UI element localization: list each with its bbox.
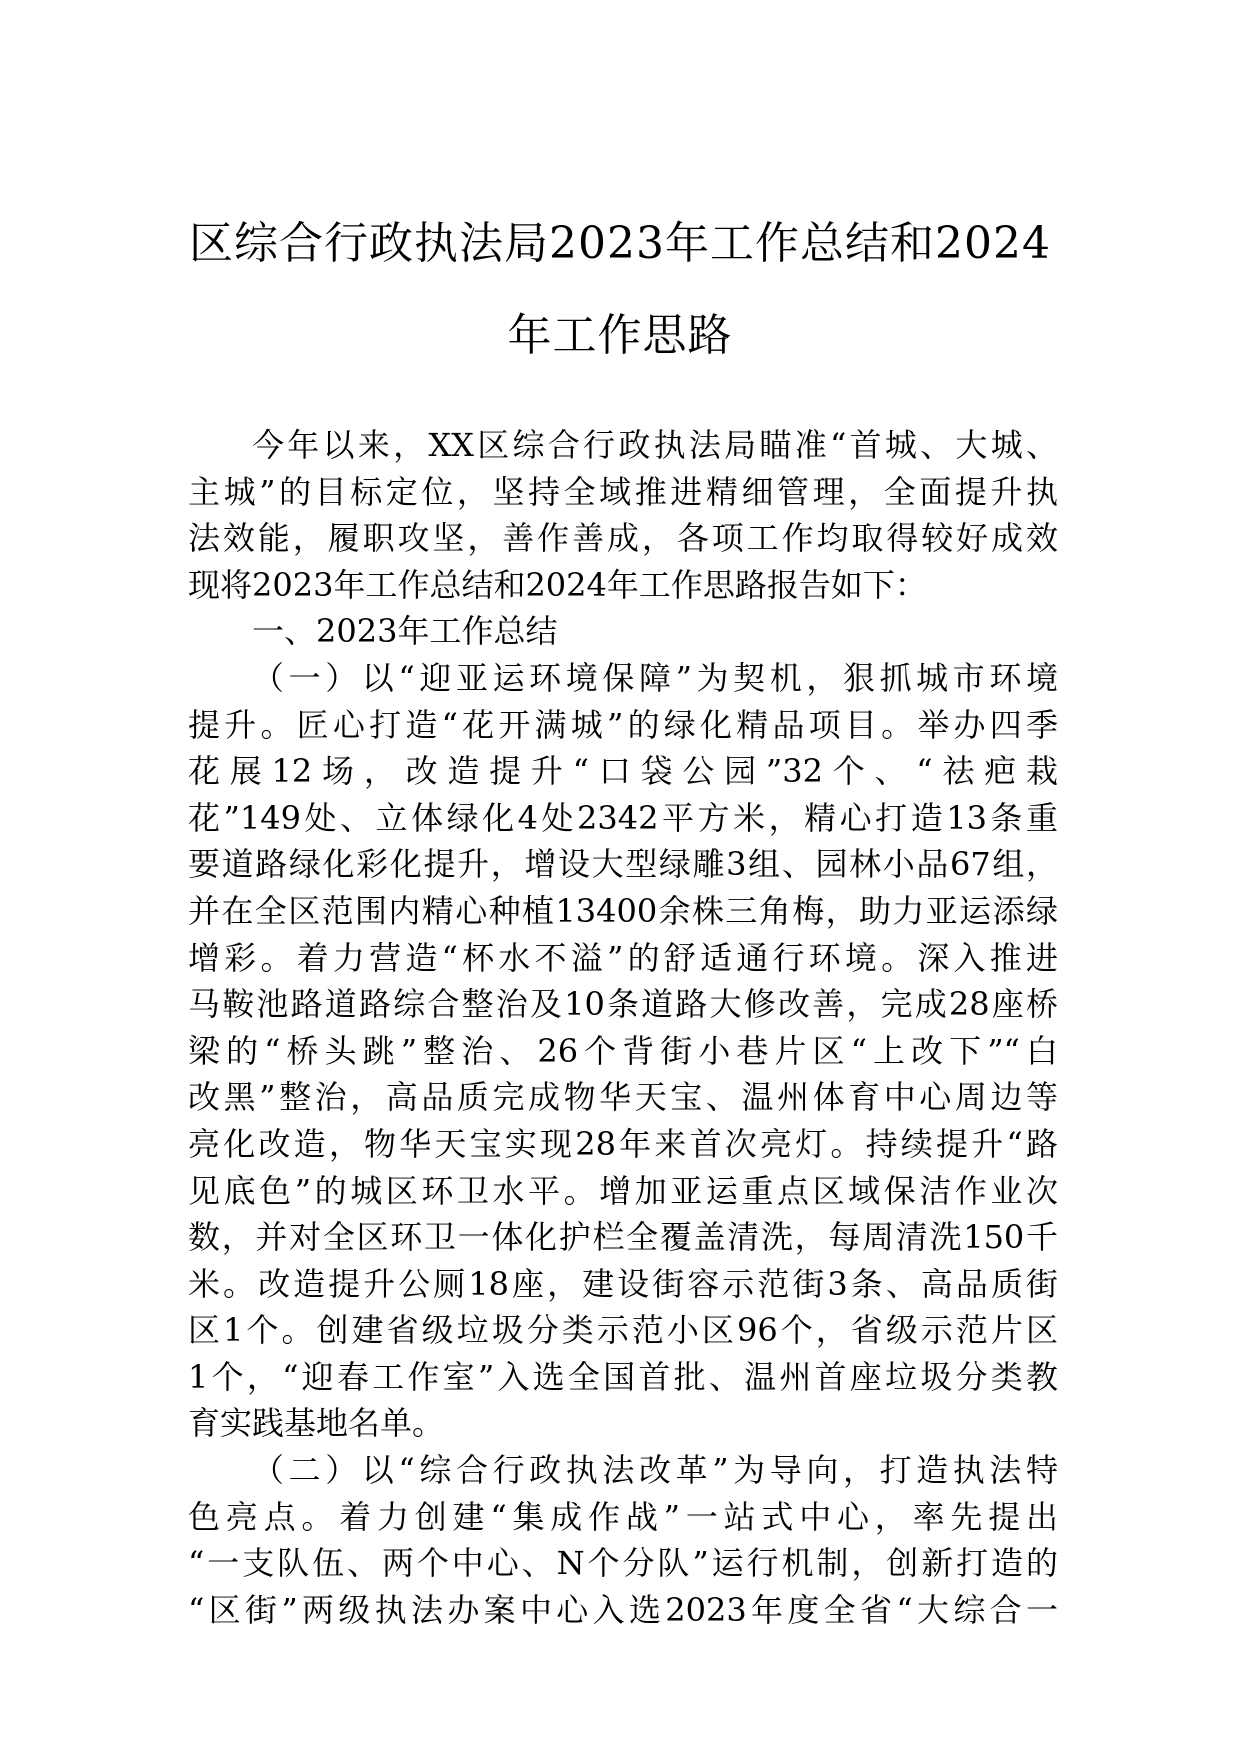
paragraph-line: 改黑”整治，高品质完成物华天宝、温州体育中心周边等 — [188, 1078, 1058, 1117]
paragraph-line: 1个，“迎春工作室”入选全国首批、温州首座垃圾分类教 — [188, 1357, 1058, 1396]
paragraph-line: 增彩。着力营造“杯水不溢”的舒适通行环境。深入推进 — [188, 938, 1058, 977]
paragraph-line: 花”149处、立体绿化4处2342平方米，精心打造13条重 — [188, 798, 1058, 837]
paragraph-line: 花展12场，改造提升“口袋公园”32个、“祛疤栽 — [188, 752, 1058, 791]
paragraph-line: “区街”两级执法办案中心入选2023年度全省“大综合一 — [188, 1590, 1058, 1629]
paragraph-line: 亮化改造，物华天宝实现28年来首次亮灯。持续提升“路 — [188, 1124, 1058, 1163]
section-heading: 一、2023年工作总结 — [252, 612, 558, 651]
paragraph-line: 数，并对全区环卫一体化护栏全覆盖清洗，每周清洗150千 — [188, 1218, 1058, 1257]
paragraph-line: （一）以“迎亚运环境保障”为契机，狠抓城市环境 — [252, 658, 1058, 697]
paragraph-line: 并在全区范围内精心种植13400余株三角梅，助力亚运添绿 — [188, 891, 1058, 930]
paragraph-line: （二）以“综合行政执法改革”为导向，打造执法特 — [252, 1451, 1058, 1490]
paragraph-line: 主城”的目标定位，坚持全域推进精细管理，全面提升执 — [188, 472, 1058, 511]
document-body — [188, 422, 1058, 1633]
paragraph-line: 要道路绿化彩化提升，增设大型绿雕3组、园林小品67组， — [188, 845, 1058, 884]
paragraph-line: 米。改造提升公厕18座，建设街容示范街3条、高品质街 — [188, 1264, 1058, 1303]
paragraph-line: 今年以来，XX区综合行政执法局瞄准“首城、大城、 — [252, 426, 1058, 464]
paragraph-line: “一支队伍、两个中心、N个分队”运行机制，创新打造的 — [188, 1544, 1058, 1583]
paragraph-line: 现将2023年工作总结和2024年工作思路报告如下： — [188, 565, 927, 604]
paragraph-line: 马鞍池路道路综合整治及10条道路大修改善，完成28座桥 — [188, 985, 1058, 1024]
paragraph-line: 见底色”的城区环卫水平。增加亚运重点区域保洁作业次 — [188, 1171, 1058, 1210]
paragraph-line: 色亮点。着力创建“集成作战”一站式中心，率先提出 — [188, 1497, 1058, 1536]
paragraph-line: 提升。匠心打造“花开满城”的绿化精品项目。举办四季 — [188, 705, 1058, 744]
paragraph-line: 梁的“桥头跳”整治、26个背街小巷片区“上改下”“白 — [188, 1031, 1058, 1070]
paragraph-line: 区1个。创建省级垃圾分类示范小区96个，省级示范片区 — [188, 1311, 1058, 1350]
paragraph-line: 法效能，履职攻坚，善作善成，各项工作均取得较好成效 — [188, 519, 1058, 558]
document-title-line-1: 区综合行政执法局2023年工作总结和2024 — [189, 218, 1051, 269]
document-title-line-2: 年工作思路 — [507, 310, 733, 361]
paragraph-line: 育实践基地名单。 — [188, 1404, 445, 1443]
